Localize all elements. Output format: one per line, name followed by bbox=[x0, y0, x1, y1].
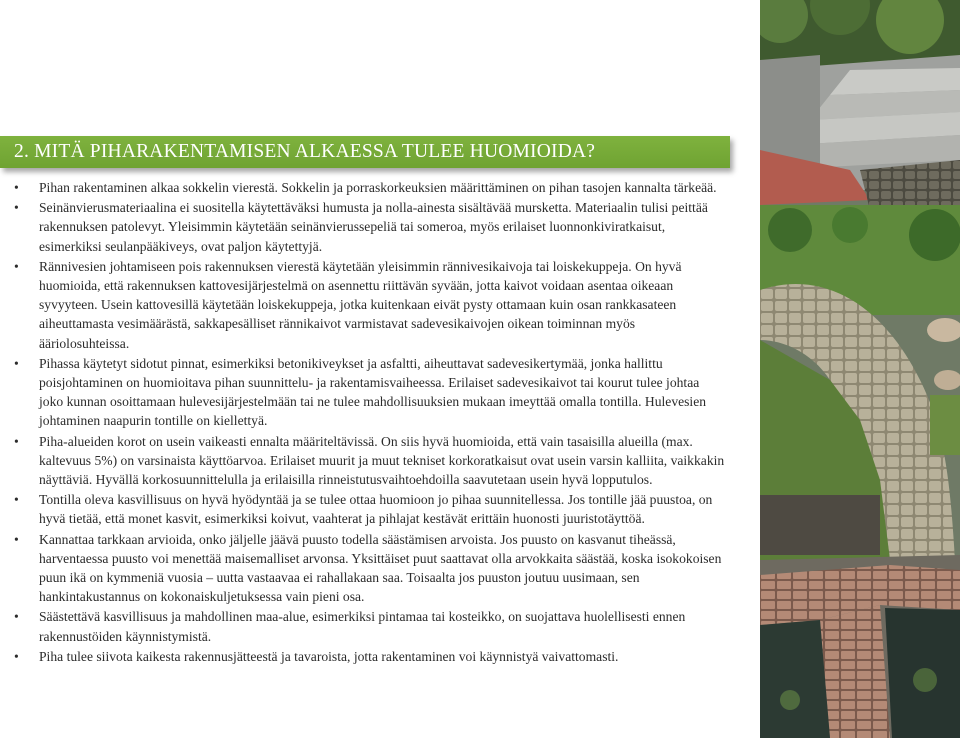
garden-photo-strip bbox=[760, 0, 960, 738]
list-item: • Tontilla oleva kasvillisuus on hyvä hyödyntää ja se tulee ottaa huomioon jo pihaa suunnitellessa. Jos tontille jää puustoa, on hyvä tietää, että monet kasvit, esimerkiksi koivut, vaahterat ja pihlajat kestävät erittäin huonosti juuristotäyttöä. bbox=[14, 490, 726, 528]
section-content bbox=[14, 178, 726, 667]
bullet-list bbox=[14, 178, 726, 666]
list-item: • Kannattaa tarkkaan arvioida, onko jäljelle jäävä puusto todella säästämisen arvoista. Jos puusto on kasvanut tiheässä, harventaessa puusto voi menettää maisemalliset arvonsa. Yksittäiset puut saattavat olla arvokkaita säästää, koska isokokoisen puun ikä on kymmeniä vuosia – uutta vastaavaa ei rahallakaan saa. Toisaalta jos puuston joutuu uusimaan, sen hankintakustannus on kokonaiskuljetuksessa vain pieni osa. bbox=[14, 530, 726, 607]
section-heading: 2. MITÄ PIHARAKENTAMISEN ALKAESSA TULEE HUOMIOIDA? bbox=[14, 141, 596, 162]
list-item: • Pihassa käytetyt sidotut pinnat, esimerkiksi betonikiveykset ja asfaltti, aiheuttavat sadevesikertymää, jonka hallittu poisjohtaminen on huomioitava pihan suunnittelu- ja rakentamisvaiheessa. Erilaiset sadevesikaivot tai kourut tulee johtaa joko kunnan osoittamaan hulevesijärjestelmään tai ne tulee mahdollisuuksien mukaan imeyttää omalla tontilla. Hulevesien johtaminen naapurin tontille on kiellettyä. bbox=[14, 354, 726, 431]
list-item: • Seinänvierusmateriaalina ei suositella käytettäväksi humusta ja nolla-ainesta sisältävää mursketta. Materiaalin tulisi peittää rakennuksen patolevyt. Yleisimmin käytetään seinänvierussepeliä tai someroa, myös erilaiset luonnonkiviratkaisut, esimerkiksi seulanpääkiveys, ovat paljon käytettyjä. bbox=[14, 198, 726, 256]
garden-photo bbox=[760, 0, 960, 738]
list-item: • Piha tulee siivota kaikesta rakennusjätteestä ja tavaroista, jotta rakentaminen voi käynnistyä vaivattomasti. bbox=[14, 647, 726, 666]
list-item: • Pihan rakentaminen alkaa sokkelin vierestä. Sokkelin ja porraskorkeuksien määrittäminen on pihan tasojen kannalta tärkeää. bbox=[14, 178, 726, 197]
list-item: • Piha-alueiden korot on usein vaikeasti ennalta määriteltävissä. On siis hyvä huomioida, että vain tasaisilla alueilla (max. kaltevuus 5%) on varsinaista käyttöarvoa. Erilaiset muurit ja muut tekniset korkoratkaisut ovat usein varsin kalliita, vaikkakin näyttäviä. Hyvällä korkosuunnittelulla ja erilaisilla rinneistutusvaihtoehdoilla saavutetaan usein hyvä lopputulos. bbox=[14, 432, 726, 490]
list-item: • Rännivesien johtamiseen pois rakennuksen vierestä käytetään yleisimmin rännivesikaivoja tai loiskekuppeja. On hyvä huomioida, että rakennuksen kattovesijärjestelmä on asennettu riittävän syvään, jotta kaivot voidaan asentaa oikeaan syvyyteen. Usein kattovesillä käytetään loiskekuppeja, jotka kuitenkaan eivät pysty ottamaan kuin osan rankkasateen aiheuttamasta vesimäärästä, sakkapesälliset rännikaivot varmistavat sadevesikaivojen oikean toiminnan myös ääriolosuhteissa. bbox=[14, 257, 726, 353]
list-item: • Säästettävä kasvillisuus ja mahdollinen maa-alue, esimerkiksi pintamaa tai kosteikko, on suojattava huolellisesti ennen rakennustöiden käynnistymistä. bbox=[14, 607, 726, 645]
